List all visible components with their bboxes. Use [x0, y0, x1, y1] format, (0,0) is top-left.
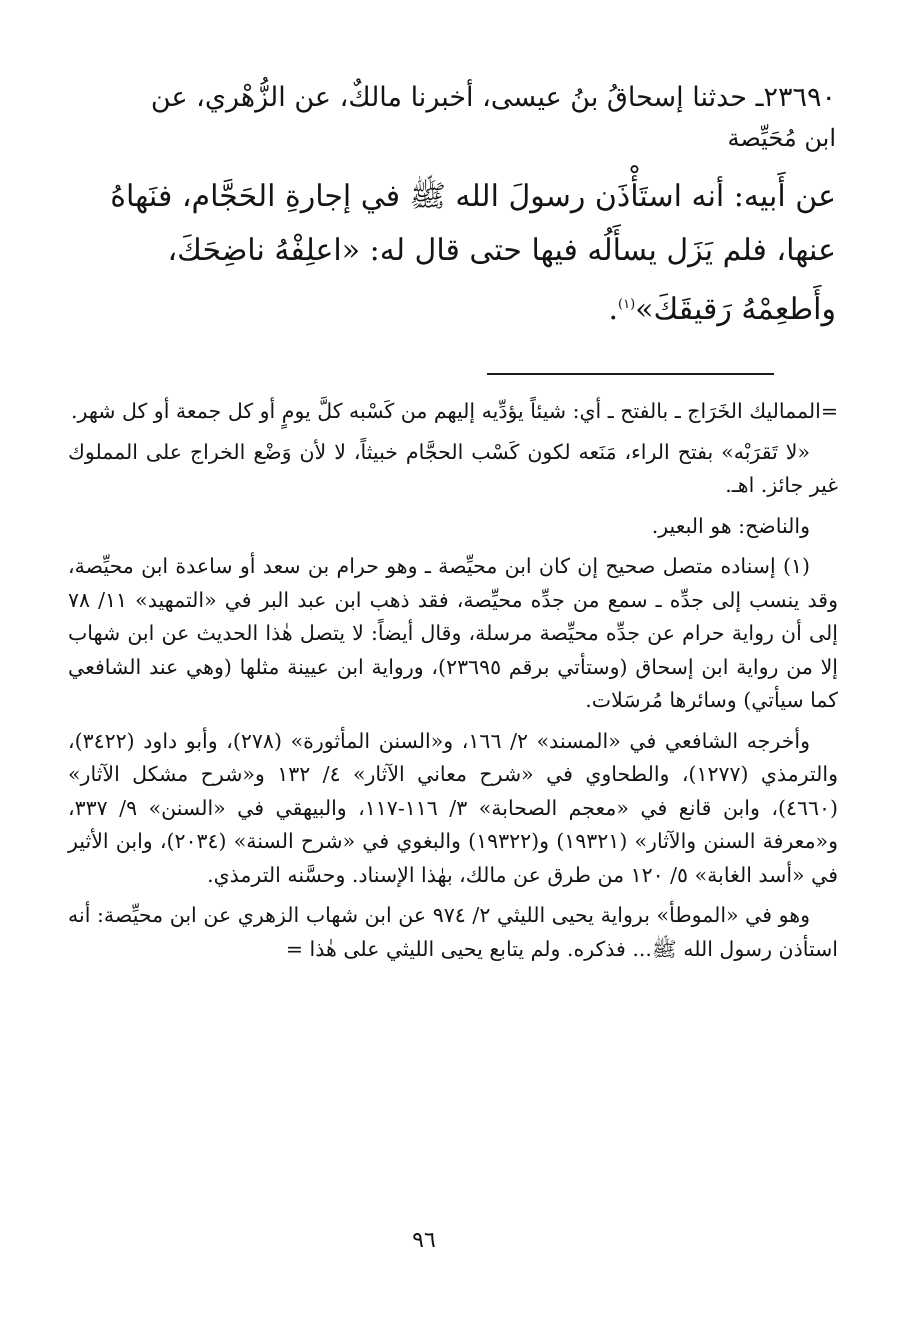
hadith-matn-line-2: عنها، فلم يَزَل يسأَلُه فيها حتى قال له: «اعلِفْهُ ناضِحَكَ،: [167, 233, 836, 268]
hadith-end-mark: .: [608, 292, 619, 327]
hadith-matn-line-3-text: وأَطعِمْهُ رَقيقَكَ»: [635, 292, 836, 327]
footnotes: [68, 395, 838, 973]
hadith-matn-line-1: عن أَبيه: أنه استَأْذَن رسولَ الله ﷺ في إجارةِ الحَجَّام، فنَهاهُ: [110, 179, 836, 214]
footnote-la-taqrabhu: «لا تَقرَبْه» بفتح الراء، مَنَعه لكون كَسْب الحجَّام خبيثاً، لا لأن وَضْع الخراج على المملوك غير جائز. اهـ.: [68, 439, 838, 497]
footnote-nadih: والناضح: هو البعير.: [651, 513, 810, 538]
hadith-isnad-tail: ابن مُحَيِّصة: [727, 124, 836, 152]
footnote-1-takhrij: وأخرجه الشافعي في «المسند» ٢/ ١٦٦، و«السنن المأثورة» (٢٧٨)، وأبو داود (٣٤٢٢)، والترمذي (١٢٧٧)، والطحاوي في «شرح معاني الآثار» ٤/ ١٣٢ و«شرح مشكل الآثار» (٤٦٦٠)، وابن قانع في «معجم الصحابة» ٣/ ١١٦-١١٧، والبيهقي في «السنن» ٩/ ٣٣٧، و«معرفة السنن والآثار» (١٩٣٢١) و(١٩٣٢٢) والبغوي في «شرح السنة» (٢٠٣٤)، وابن الأثير في «أسد الغابة» ٥/ ١٢٠ من طرق عن مالك، بهٰذا الإسناد. وحسَّنه الترمذي.: [68, 728, 838, 887]
hadith-text: [62, 78, 836, 337]
footnote-marker: (١): [618, 297, 636, 312]
footnote-1-isnad: (١) إسناده متصل صحيح إن كان ابن محيِّصة ـ وهو حرام بن سعد أو ساعدة ابن محيِّصة، وقد ينسب إلى جدِّه ـ سمع من جدِّه محيِّصة، فقد ذهب ابن عبد البر في «التمهيد» ١١/ ٧٨ إلى أن رواية حرام عن جدِّه محيِّصة مرسلة، وقال أيضاً: لا يتصل هٰذا الحديث عن ابن شهاب إلا من رواية ابن إسحاق (وستأتي برقم ٢٣٦٩٥)، ورواية ابن عيينة مثلها (وهي عند الشافعي كما سيأتي) وسائرها مُرسَلات.: [68, 554, 838, 712]
footnote-1-muwatta: وهو في «الموطأ» برواية يحيى الليثي ٢/ ٩٧٤ عن ابن شهاب الزهري عن ابن محيِّصة: أنه استأذن رسول الله ﷺ... فذكره. ولم يتابع يحيى الليثي على هٰذا =: [68, 903, 838, 961]
footnote-separator: [487, 373, 774, 375]
hadith-matn-line-3: [62, 278, 836, 337]
footnote-continuation: =المماليك الخَرَاج ـ بالفتح ـ أي: شيئاً يؤدِّيه إليهم من كَسْبه كلَّ يومٍ أو كل جمعة أو كل شهر.: [71, 399, 838, 423]
hadith-isnad-line: ٢٣٦٩٠ـ حدثنا إسحاقُ بنُ عيسى، أخبرنا مالكٌ، عن الزُّهْري، عن: [150, 82, 836, 113]
page-number: ٩٦: [412, 1228, 436, 1253]
